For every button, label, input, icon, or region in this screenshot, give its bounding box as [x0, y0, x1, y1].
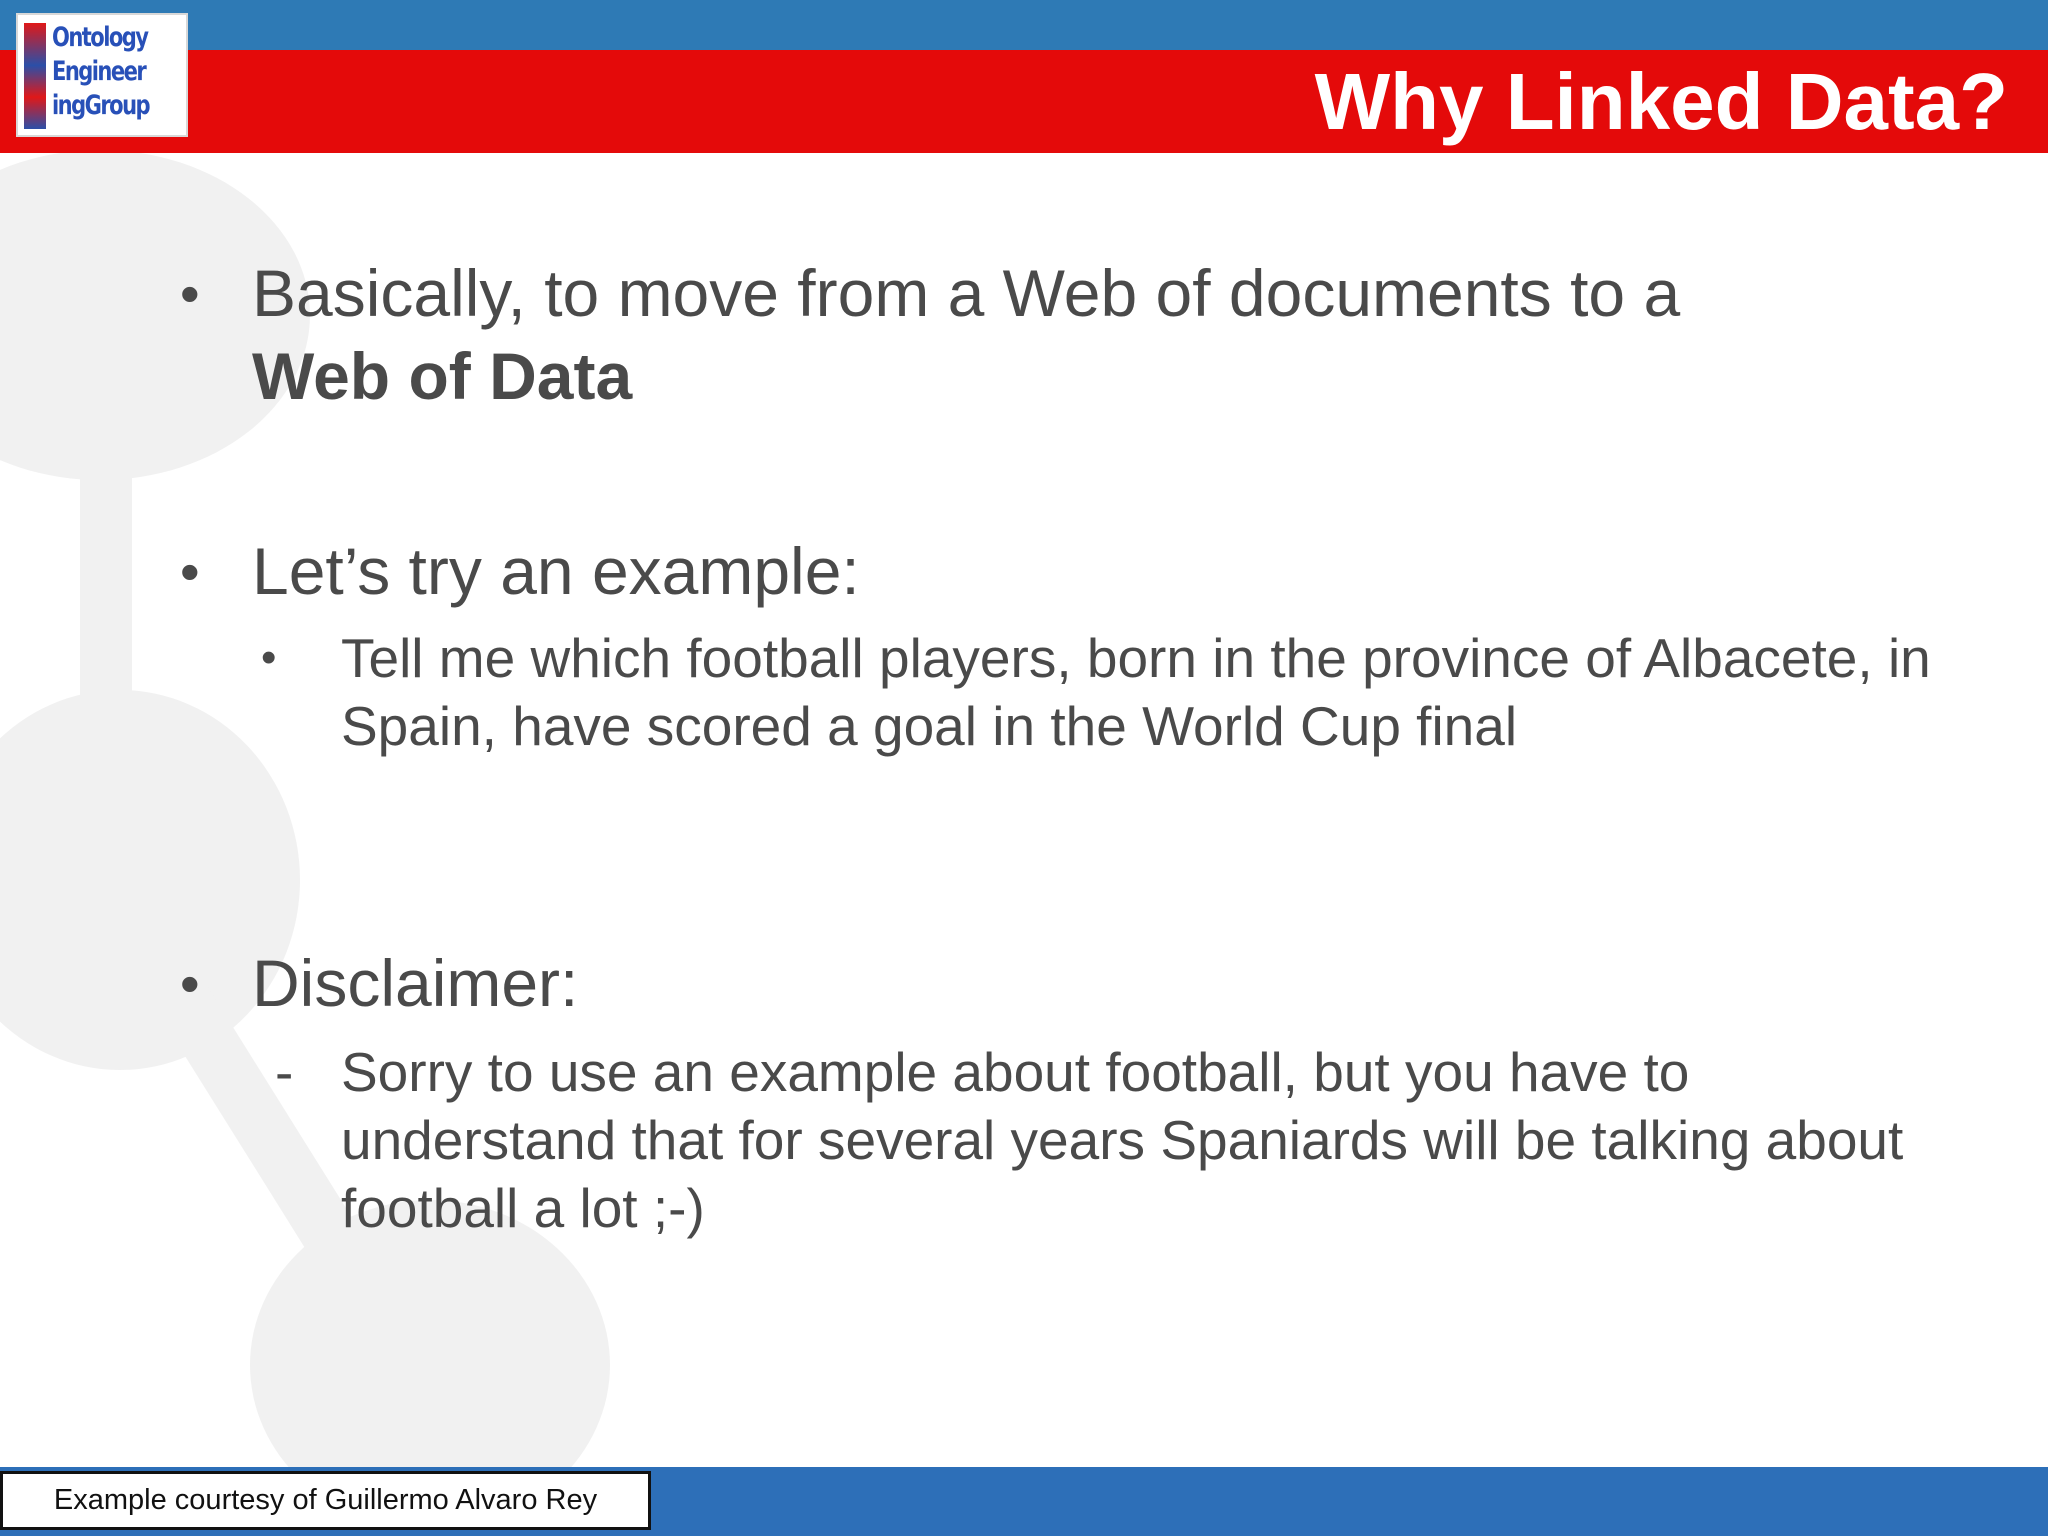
sub-bullet-text: Sorry to use an example about football, but you have to understand that for several years Spaniards will be talking about football a lot ;-): [341, 1041, 1904, 1239]
logo-line: ingGroup: [52, 90, 150, 121]
sub-bullet-marker: •: [261, 633, 277, 682]
bullet-marker: •: [180, 262, 200, 325]
logo-line: Engineer: [52, 56, 146, 87]
watermark-link: [80, 430, 132, 730]
bullet-example: [180, 530, 1902, 613]
bullet-emphasis: Web of Data: [252, 339, 633, 413]
footer-credit: Example courtesy of Guillermo Alvaro Rey: [0, 1471, 651, 1530]
logo-line: Ontology: [52, 22, 148, 53]
logo-wordmark: [52, 21, 158, 123]
sub-bullet-example-question: [261, 624, 1981, 760]
sub-bullet-disclaimer-text: [275, 1038, 1941, 1242]
sub-bullet-text: Tell me which football players, born in the province of Albacete, in Spain, have scored a goal in the World Cup final: [341, 627, 1931, 757]
bullet-marker: •: [180, 952, 200, 1015]
bullet-text: Basically, to move from a Web of documents to a: [252, 256, 1681, 330]
slide-title: Why Linked Data?: [1314, 57, 2008, 146]
bullet-web-of-data: [180, 252, 1902, 418]
logo-color-strip: [24, 23, 46, 129]
bullet-marker: •: [180, 540, 200, 603]
oeg-logo: [16, 13, 188, 137]
header-top-band: [0, 0, 2048, 50]
sub-bullet-dash: -: [275, 1041, 294, 1103]
bullet-text: Disclaimer:: [252, 946, 579, 1020]
bullet-disclaimer: [180, 942, 1902, 1025]
bullet-text: Let’s try an example:: [252, 534, 860, 608]
watermark-link: [160, 986, 356, 1253]
